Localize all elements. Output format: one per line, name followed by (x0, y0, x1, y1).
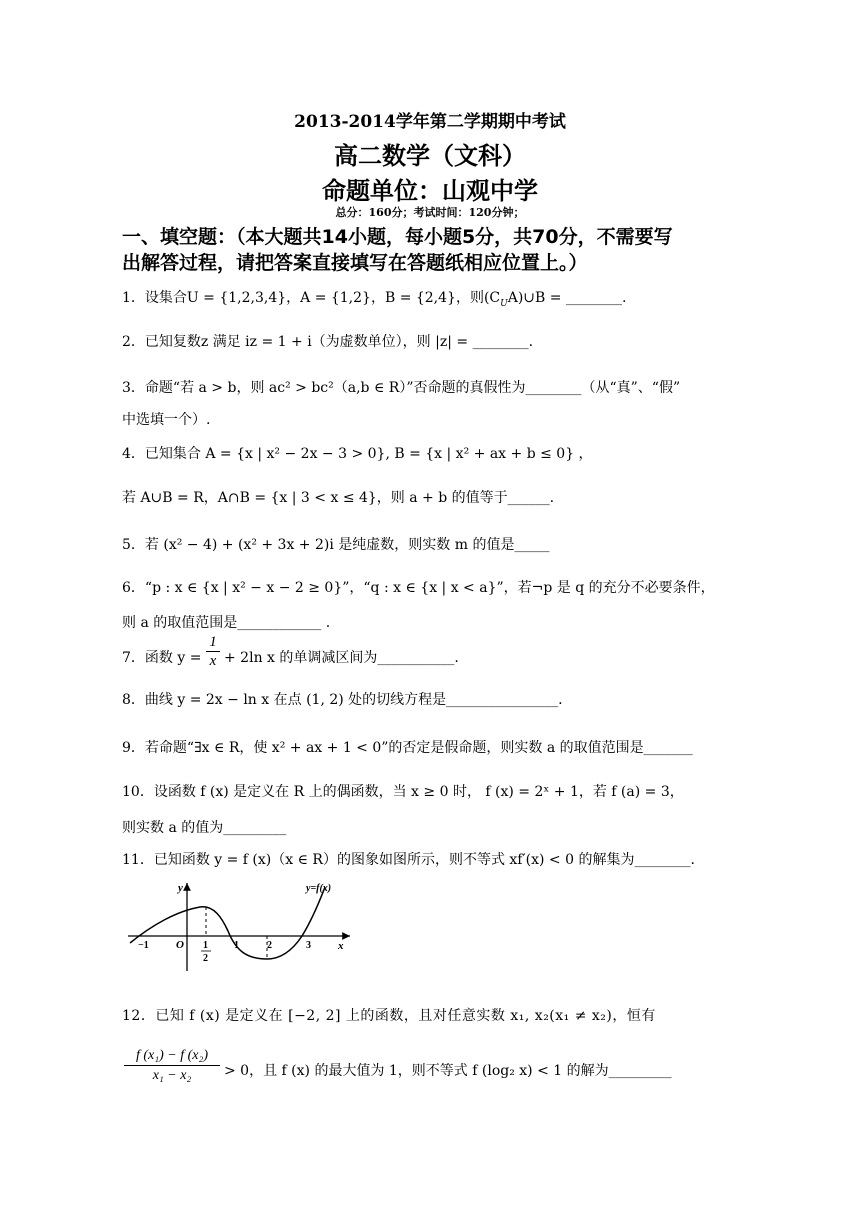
question-1-subscript: U (500, 298, 508, 309)
question-5: 5．若 (x² − 4) + (x² + 3x + 2)i 是纯虚数，则实数 m 的值是_____ (122, 537, 550, 553)
tick-label-neg1: −1 (138, 940, 149, 951)
question-7-prefix: 7．函数 y = (122, 650, 202, 666)
origin-label: O (176, 939, 184, 951)
tick-label-half-den: 2 (203, 953, 208, 964)
author-unit: 命题单位：山观中学 (322, 177, 538, 205)
exam-meta: 总分：160分；考试时间：120分钟； (335, 206, 525, 219)
question-3-line1: 3．命题“若 a > b，则 ac² > bc²（a,b ∈ R）”否命题的真假性为________（从“真”、“假” (122, 380, 681, 396)
question-4-line2: 若 A∪B = R，A∩B = {x | 3 < x ≤ 4}，则 a + b 的值等于______. (122, 490, 555, 506)
question-1 (122, 287, 626, 309)
tick-label-half-num: 1 (203, 940, 208, 951)
question-6-line2: 则 a 的取值范围是____________ . (122, 615, 331, 631)
question-12-numerator: f (x₁) − f (x₂) (124, 1046, 220, 1066)
question-1-text: 1．设集合U = {1,2,3,4}，A = {1,2}，B = {2,4}，则(C (122, 290, 501, 306)
question-11: 11．已知函数 y = f (x)（x ∈ R）的图象如图所示，则不等式 xf′(x) < 0 的解集为________. (122, 852, 695, 868)
question-12-line2: > 0，且 f (x) 的最大值为 1，则不等式 f (log₂ x) < 1 的解为_________ (224, 1063, 672, 1079)
question-7-denominator: x (209, 653, 217, 669)
question-2: 2．已知复数z 满足 iz = 1 + i（为虚数单位），则 |z| = ________. (122, 334, 534, 350)
question-12-denominator: x₁ − x₂ (152, 1068, 192, 1083)
subject-title: 高二数学（文科） (334, 142, 526, 170)
tick-label-1: 1 (234, 940, 239, 951)
question-10-line1: 10．设函数 f (x) 是定义在 R 上的偶函数，当 x ≥ 0 时， f (x) = 2ˣ + 1，若 f (a) = 3， (122, 784, 684, 800)
function-graph (122, 873, 362, 973)
tick-label-2: 2 (267, 940, 272, 951)
question-4-line1: 4．已知集合 A = {x | x² − 2x − 3 > 0}, B = {x | x² + ax + b ≤ 0} ， (122, 446, 593, 462)
question-9: 9．若命题“∃x ∈ R，使 x² + ax + 1 < 0”的否定是假命题，则实数 a 的取值范围是_______ (122, 740, 693, 756)
question-3-line2: 中选填一个）. (122, 412, 211, 428)
question-12-line1: 12．已知 f (x) 是定义在 [−2, 2] 上的函数，且对任意实数 x₁, x₂(x₁ ≠ x₂)，恒有 (122, 1008, 656, 1024)
tick-label-3: 3 (306, 940, 311, 951)
section-heading-line2: 出解答过程，请把答案直接填写在答题纸相应位置上。） (122, 252, 588, 274)
section-heading-line1: 一、填空题：（本大题共14小题，每小题5分，共70分，不需要写 (122, 226, 673, 248)
question-7-numerator: 1 (206, 634, 220, 652)
curve-label: y=f(x) (306, 883, 332, 894)
x-axis-label: x (338, 940, 344, 952)
function-curve (130, 887, 325, 959)
question-10-line2: 则实数 a 的值为_________ (122, 820, 287, 836)
question-7-fraction (206, 634, 220, 670)
question-6-line1: 6．“p : x ∈ {x | x² − x − 2 ≥ 0}”，“q : x ∈ {x | x < a}”，若¬p 是 q 的充分不必要条件， (122, 580, 715, 596)
question-1-tail: A)∪B = ________. (507, 290, 627, 306)
y-axis-label: y (178, 882, 183, 894)
question-12-fraction (124, 1046, 220, 1086)
question-7-suffix: + 2ln x 的单调减区间为___________. (224, 650, 459, 666)
exam-term-title: 2013-2014学年第二学期期中考试 (294, 112, 566, 132)
question-8: 8．曲线 y = 2x − ln x 在点 (1, 2) 处的切线方程是________________. (122, 692, 563, 708)
